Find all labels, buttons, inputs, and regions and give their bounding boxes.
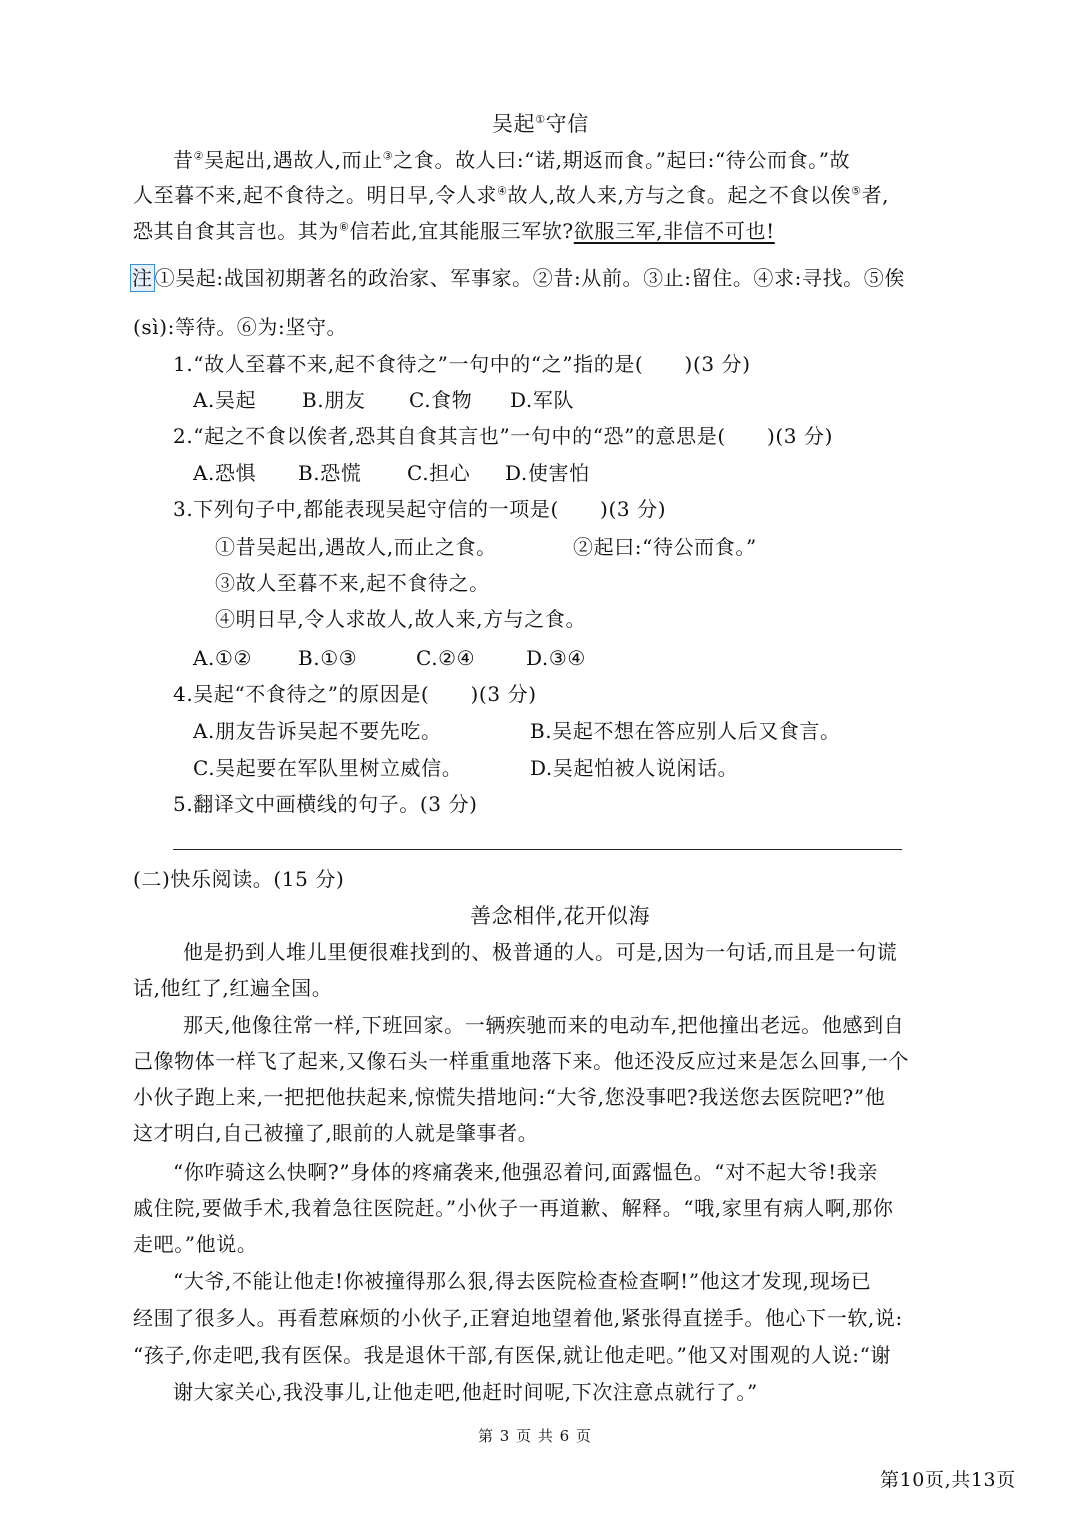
note-text: ①吴起:战国初期著名的政治家、军事家。②昔:从前。③止:留住。④求:寻找。⑤俟	[154, 266, 905, 290]
option: D.③④	[526, 646, 586, 670]
footnote-marker: ④	[497, 184, 508, 198]
footnote-marker: ②	[193, 149, 205, 163]
answer-line[interactable]	[173, 849, 902, 850]
passage-line	[173, 146, 850, 174]
passage-line	[133, 181, 889, 209]
footnote-marker: ⑥	[339, 220, 350, 234]
story-title: 善念相伴,花开似海	[470, 904, 651, 928]
option: A.恐惧	[193, 461, 257, 485]
passage-text: 昔	[173, 148, 194, 172]
footnote-marker: ⑤	[851, 184, 862, 198]
option: A.①②	[193, 646, 253, 670]
option: C.吴起要在军队里树立威信。	[193, 756, 463, 780]
option: D.使害怕	[505, 461, 590, 485]
option: B.恐慌	[298, 461, 362, 485]
option: A.吴起	[193, 388, 257, 412]
statement-item: ①昔吴起出,遇故人,而止之食。	[215, 535, 497, 559]
notes-line	[133, 313, 347, 341]
passage-text: 故人,故人来,方与之食。起之不食以俟	[507, 183, 852, 207]
question-5: 5.翻译文中画横线的句子。(3 分)	[173, 792, 478, 816]
passage-text: 吴起出,遇故人,而止	[204, 148, 383, 172]
passage-line: 这才明白,自己被撞了,眼前的人就是肇事者。	[133, 1121, 539, 1145]
question-4: 4.吴起“不食待之”的原因是( )(3 分)	[173, 682, 537, 706]
question-3: 3.下列句子中,都能表现吴起守信的一项是( )(3 分)	[173, 497, 667, 521]
page-label: 第 3 页 共 6 页	[478, 1427, 592, 1445]
passage-line: “孩子,你走吧,我有医保。我是退休干部,有医保,就让他走吧。”他又对围观的人说:“谢	[133, 1343, 892, 1367]
passage-line: 谢大家关心,我没事儿,让他走吧,他赶时间呢,下次注意点就行了。”	[173, 1380, 758, 1404]
option: D.军队	[510, 388, 575, 412]
passage-line: 己像物体一样飞了起来,又像石头一样重重地落下来。他还没反应过来是怎么回事,一个	[133, 1049, 910, 1073]
passage-line: 他是扔到人堆儿里便很难找到的、极普通的人。可是,因为一句话,而且是一句谎	[183, 940, 898, 964]
statement-item: ③故人至暮不来,起不食待之。	[215, 571, 490, 595]
section-heading: (二)快乐阅读。(15 分)	[133, 867, 345, 891]
passage-line: 经围了很多人。再看惹麻烦的小伙子,正窘迫地望着他,紧张得直搓手。他心下一软,说:	[133, 1306, 903, 1330]
passage-line	[133, 217, 775, 245]
option: B.吴起不想在答应别人后又食言。	[530, 719, 841, 743]
passage-line: 话,他红了,红遍全国。	[133, 976, 333, 1000]
underlined-sentence: 欲服三军,非信不可也!	[573, 219, 775, 243]
footnote-marker: ①	[535, 113, 546, 126]
passage-text: 信若此,宜其能服三军欤?	[349, 219, 574, 243]
passage-line: 走吧。”他说。	[133, 1232, 258, 1256]
statement-item: ④明日早,令人求故人,故人来,方与之食。	[215, 607, 587, 631]
story-title-main: 吴起	[492, 112, 536, 136]
passage-text: 恐其自食其言也。其为	[133, 219, 339, 243]
passage-text: 人至暮不来,起不食待之。明日早,令人求	[133, 183, 498, 207]
passage-line: 那天,他像往常一样,下班回家。一辆疾驰而来的电动车,把他撞出老远。他感到自	[183, 1013, 905, 1037]
option: C.食物	[409, 388, 473, 412]
passage-line: 小伙子跑上来,一把把他扶起来,惊慌失措地问:“大爷,您没事吧?我送您去医院吧?”他	[133, 1085, 886, 1109]
option: B.朋友	[302, 388, 366, 412]
passage-text: 之食。故人曰:“诺,期返而食。”起曰:“待公而食。”故	[393, 148, 851, 172]
option: A.朋友告诉吴起不要先吃。	[193, 719, 442, 743]
option: B.①③	[298, 646, 358, 670]
question-2: 2.“起之不食以俟者,恐其自食其言也”一句中的“恐”的意思是( )(3 分)	[173, 424, 834, 448]
option: C.②④	[416, 646, 476, 670]
passage-text: 者,	[861, 183, 890, 207]
footnote-marker: ③	[382, 149, 394, 163]
passage-line: “大爷,不能让他走!你被撞得那么狠,得去医院检查检查啊!”他这才发现,现场已	[173, 1269, 872, 1293]
option: D.吴起怕被人说闲话。	[530, 756, 739, 780]
page-count: 第10页,共13页	[880, 1469, 1016, 1491]
story-title	[492, 110, 589, 138]
question-1: 1.“故人至暮不来,起不食待之”一句中的“之”指的是( )(3 分)	[173, 352, 751, 376]
story-title-tail: 守信	[545, 112, 589, 136]
statement-item: ②起曰:“待公而食。”	[573, 535, 757, 559]
note-marker[interactable]: 注	[132, 266, 153, 290]
notes-line	[130, 264, 905, 292]
passage-line: 戚住院,要做手术,我着急往医院赶。”小伙子一再道歉、解释。“哦,家里有病人啊,那你	[133, 1196, 894, 1220]
note-text: (sì):等待。⑥为:坚守。	[133, 315, 348, 339]
option: C.担心	[407, 461, 471, 485]
passage-line: “你咋骑这么快啊?”身体的疼痛袭来,他强忍着问,面露愠色。“对不起大爷!我亲	[173, 1160, 878, 1184]
